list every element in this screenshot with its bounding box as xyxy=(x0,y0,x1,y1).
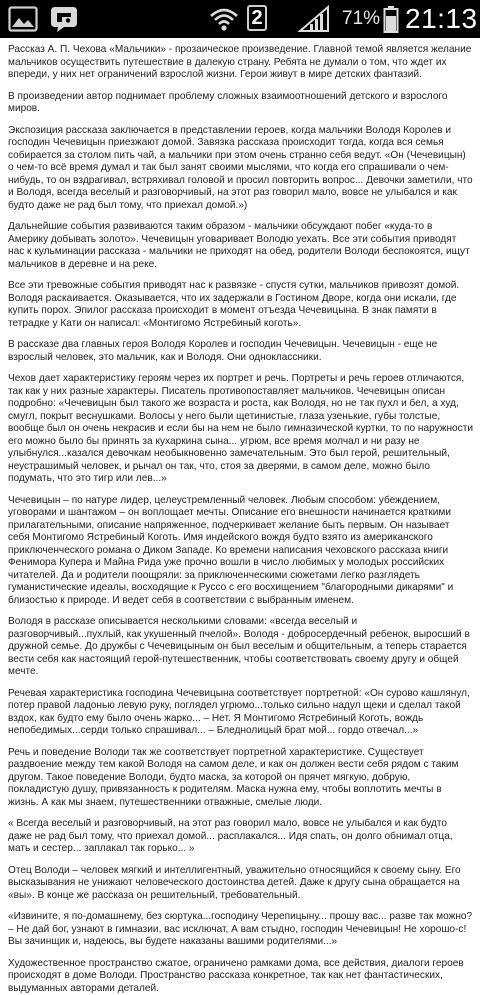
article-content xyxy=(0,38,480,800)
paragraph: Чечевицын – по натуре лидер, целеустремленный человек. Любым способом: убеждением, уговорами и шантажом – он воплощает мечты. Описание его внешности начинается краткими прилагательными, описание напряженное, подчеркивает желание быть первым. Он называет себя Монтигомо Ястребиный Коготь. Имя индейского вождя будто взято из американского приключенческого романа о Диком Западе. Ко времени написания чеховского рассказа книги Фенимора Купера и Майна Рида уже прочно вошли в число любимых у молодых российских читателей. Да и родители поощряли: за приключенческими сюжетами легко разглядеть гуманистические идеалы, восходящие к Руссо с его восхищением "благородными дикарями" и близостью к природе. И ведет себя в соответствии с выбранным именем. xyxy=(8,495,473,608)
app-icon xyxy=(48,5,80,38)
battery-icon xyxy=(383,5,399,38)
signal-icon xyxy=(298,5,332,38)
paragraph: В рассказе два главных героя Володя Королев и господин Чечевицын. Чечевицын - еще не взрослый человек, это мальчик, как и Володя. Они одноклассники. xyxy=(8,339,473,364)
clock-time: 21:13 xyxy=(405,4,478,34)
paragraph: Чехов дает характеристику героям через их портрет и речь. Портреты и речь героев отличаются, так как у них разные характеры. Писатель противопоставляет мальчиков. Чечевицын описан подробно: «Чечевицын был такого же возраста и роста, как Володя, но не так пухл и бел, а худ, смугл, покрыт веснушками. Волосы у него были щетинистые, глаза узенькие, губы толстые, вообще был он очень некрасив и если бы на нем не было гимназической куртки, то по наружности его можно было бы принять за кухаркина сына... угрюм, все время молчал и ни разу не улыбнулся...казался девочкам необыкновенно замечательным. Это был герой, решительный, неустрашимый человек, и рычал он так, что, стоя за дверями, в самом деле, можно было подумать, что это тигр или лев...» xyxy=(8,373,473,486)
wifi-icon xyxy=(208,5,240,38)
notification-count: 2 xyxy=(247,5,267,31)
paragraph: Речь и поведение Володи так же соответствует портретной характеристике. Существует раздвоение между тем какой Володя на самом деле, и как он должен вести себя рядом с таким другом. Такое поведение Володи, будто маска, за которой он прячет мягкую, добрую, покладистую душу, привязанность к родителям. Маска нужна ему, чтобы воплотить мечты в жизнь. А как мы знаем, путешественники отважные, смелые люди. xyxy=(8,747,473,810)
paragraph: Отец Володи – человек мягкий и интеллигентный, уважительно относящийся к своему сыну. Его высказывания не унижают человеческого достоинства детей. Даже к другу сына обращается на «вы». В конце же рассказа он решительный, требовательный. xyxy=(8,865,473,903)
paragraph: Экспозиция рассказа заключается в представлении героев, когда мальчики Володя Королев и господин Чечевицын приезжают домой. Завязка рассказа происходит тогда, когда вся семья собирается за столом пить чай, а мальчики при этом очень странно себя ведут. «Он (Чечевицын) о чем-то всё время думал и так был занят своими мыслями, что когда его спрашивали о чем-нибудь, то он вздрагивал, встряхивал головой и просил повторить вопрос... Девочки заметили, что и Володя, всегда веселый и разговорчивый, на этот раз говорил мало, вовсе не улыбался и как будто даже не рад был тому, что приехал домой.») xyxy=(8,125,473,213)
battery-percent: 71% xyxy=(342,9,380,29)
paragraph: В произведении автор поднимает проблему сложных взаимоотношений детского и взрослого миров. xyxy=(8,91,473,116)
paragraph: Художественное пространство сжатое, ограничено рамками дома, все действия, диалоги героев происходят в доме Володи. Пространство рассказа конкретное, так как нет фантастических, выдуманных авторами деталей. xyxy=(8,958,473,995)
quote-paragraph: «Извините, я по-домашнему, без сюртука...господину Черепицыну... прошу вас... разве так можно? – Не дай бог, узнают в гимназии, вас исключат, А вам стыдно, господин Чечевицын! Не хорошо-с! Вы зачинщик и, надеюсь, вы будете наказаны вашими родителями...» xyxy=(8,911,473,949)
paragraph: Речевая характеристика господина Чечевицына соответствует портретной: «Он сурово кашлянул, потер правой ладонью левую руку, поглядел угрюмо...только сильно надул щеки и сделал такой вздох, как будто ему было очень жарко... – Нет. Я Монтигомо Ястребиный Коготь, вождь непобедимых...серди только спрашивал... – Бледнолицый брат мой... гордо отвечал...» xyxy=(8,688,473,738)
status-bar xyxy=(0,0,480,38)
paragraph: Дальнейшие события развиваются таким образом - мальчики обсуждают побег «куда-то в Америку добывать золото». Чечевицын уговаривает Володю уехать. Все эти события приводят нас к кульминации рассказа - мальчики не приходят на обед, родители Володи беспокоятся, ищут мальчиков в деревне и на реке. xyxy=(8,221,473,271)
paragraph: Володя в рассказе описывается несколькими словами: «всегда веселый и разговорчивый...пухлый, как укушенный пчелой». Володя - добросердечный ребенок, выросший в дружной семье. До дружбы с Чечевицыным он был веселым и общительным, а теперь старается вести себя как настоящий герой-путешественник, чтобы соответствовать своему другу и общей мечте. xyxy=(8,616,473,679)
quote-paragraph: « Всегда веселый и разговорчивый, на этот раз говорил мало, вовсе не улыбался и как будто даже не рад был тому, что приехал домой... расплакался... Идя спать, он долго обнимал отца, мать и сестер... заплакал так горько... » xyxy=(8,818,473,856)
paragraph: Все эти тревожные события приводят нас к развязке - спустя сутки, мальчиков привозят домой. Володя раскаивается. Оказывается, что их задержали в Гостином Дворе, когда они искали, где купить порох. Эпилог рассказа происходит в момент отъезда Чечевицына. В знак памяти в тетрадке у Кати он написал: «Монтигомо Ястребиный коготь». xyxy=(8,280,473,330)
paragraph: Рассказ А. П. Чехова «Мальчики» - прозаическое произведение. Главной темой является желание мальчиков осуществить путешествие в далекую страну. Ребята не думали о том, что ждет их впереди, у них нет ограничений взрослой жизни. Герои живут в мире детских фантазий. xyxy=(8,44,473,82)
gallery-icon xyxy=(8,6,38,37)
